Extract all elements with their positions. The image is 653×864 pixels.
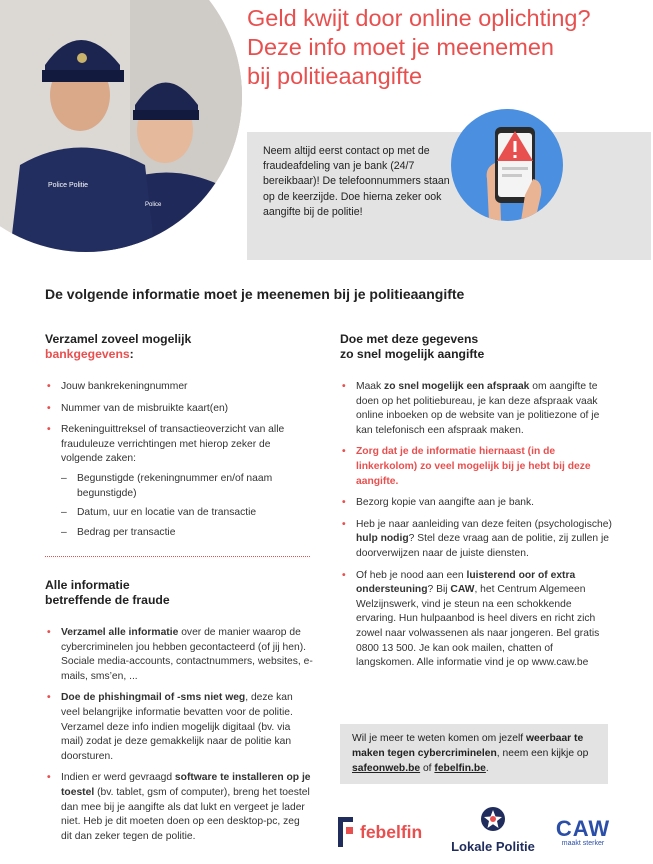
list-item: • Nummer van de misbruikte kaart(en) — [45, 402, 313, 417]
bank-contact-note-text: Neem altijd eerst contact op met de fraudeafdeling van je bank (24/7 bereikbaar)! De telefoonnummers staan op de keerzijde. Doe hierna zeker ook aangifte bij de politie! — [263, 145, 450, 218]
list-item — [340, 569, 612, 671]
list-item-text: , het Centrum Algemeen Welzijnswerk, vind je steun na een schokkende ervaring. Hun hulpaanbod is heel divers en richt zich zowel naar volwassenen als naar jongeren. Bel gratis 0800 13 500. Je kan ook mailen, chatten of langskomen. Alle informatie vind je op www.caw.be — [356, 584, 600, 669]
list-item-text: Indien er werd gevraagd — [61, 772, 175, 784]
report-heading-line-1: Doe met deze gegevens — [340, 332, 479, 346]
sub-list-item: – Datum, uur en locatie van de transactie — [61, 506, 313, 521]
list-item — [340, 518, 612, 562]
list-item-bold: zo snel mogelijk een afspraak — [384, 381, 530, 392]
caw-tagline: maakt sterker — [561, 840, 605, 847]
list-item-bold: software te installeren op je toestel — [61, 772, 311, 798]
safeonweb-link[interactable]: safeonweb.be — [352, 762, 421, 774]
febelfin-name: febelfin — [360, 821, 423, 842]
bank-data-heading-colon: : — [129, 347, 134, 361]
caw-name: CAW — [555, 816, 611, 841]
fraud-info-heading-line-2: betreffende de fraude — [45, 593, 170, 607]
fraud-info-heading-line-1: Alle informatie — [45, 578, 130, 592]
phone-alert-illustration — [451, 109, 563, 221]
list-item-bold: hulp nodig — [356, 533, 409, 545]
list-item-bold: CAW — [450, 584, 475, 596]
report-heading — [340, 332, 612, 362]
headline-line-2: Deze info moet je meenemen — [247, 34, 554, 60]
list-item: • Bezorg kopie van aangifte aan je bank. — [340, 496, 612, 511]
list-item-bold: luisterend oor of extra ondersteuning — [356, 569, 576, 596]
bank-contact-note — [247, 132, 651, 260]
right-column — [340, 332, 612, 678]
bank-data-list — [45, 380, 313, 540]
phone-alert-icon — [451, 109, 563, 221]
sub-list-item: – Bedrag per transactie — [61, 526, 313, 541]
bank-data-heading-line-1: Verzamel zoveel mogelijk — [45, 332, 192, 346]
fraud-info-list — [45, 626, 313, 844]
febelfin-mark-icon — [338, 817, 354, 847]
list-item-text: om aangifte te doen op het politiebureau, je kan deze afspraak vaak online inboeken op de website van je politiezone of je kan telefonisch een afspraak maken. — [356, 381, 600, 436]
info-text: Wil je meer te weten komen om jezelf — [352, 733, 526, 744]
info-bold: weerbaar te maken tegen cybercriminelen — [352, 733, 584, 759]
febelfin-link[interactable]: febelfin.be — [434, 762, 486, 774]
list-item-text: ? Bij — [427, 584, 451, 596]
list-item-text: Maak — [356, 381, 385, 392]
list-item-text: Rekeninguittreksel of transactieoverzicht van alle frauduleuze verrichtingen met hierop zeker de volgende zaken: — [61, 424, 285, 465]
caw-logo — [548, 818, 618, 847]
info-text: of — [420, 762, 435, 774]
left-column — [45, 332, 313, 547]
list-item-text: over de manier waarop de cybercriminelen jou hebben gecontacteerd (of jij hen). Sociale media-accounts, contactnummers, websites, e-mails, sms’en, ... — [61, 627, 313, 682]
list-item: • Jouw bankrekeningnummer — [45, 380, 313, 395]
list-item — [45, 771, 313, 844]
bank-data-heading — [45, 332, 313, 362]
list-item — [45, 626, 313, 684]
list-item-bold: Doe de phishingmail of -sms niet weg — [61, 692, 246, 704]
fraud-info-heading — [45, 578, 313, 608]
section-title: De volgende informatie moet je meenemen bij je politieaangifte — [45, 286, 465, 302]
report-heading-line-2: zo snel mogelijk aangifte — [340, 347, 485, 361]
lokale-politie-name: Lokale Politie — [451, 839, 535, 854]
list-item-bold-red: Zorg dat je de informatie hiernaast (in de linkerkolom) zo veel mogelijk bij je hebt bij deze aangifte. — [356, 446, 591, 487]
headline — [247, 4, 647, 91]
list-item-text: Heb je naar aanleiding van deze feiten (psychologische) — [356, 518, 612, 530]
list-item — [45, 423, 313, 540]
bank-data-heading-line-2: bankgegevens — [45, 347, 130, 361]
list-item — [340, 380, 612, 438]
dotted-divider — [45, 556, 310, 557]
list-item-text: (bv. tablet, gsm of computer), breng het toestel dan mee bij je aangifte als dat lukt en vergeet je lader niet. Heb je dit moeten doen op een desktop-pc, zeg dit dan zeker tegen de politie. — [61, 786, 310, 842]
febelfin-logo — [338, 814, 422, 850]
list-item-text: , deze kan veel belangrijke informatie bevatten voor de politie. Verzamel deze info indien mogelijk digitaal (bv. via mail) zodat je deze gemakkelijk naar de politie kan doorsturen. — [61, 692, 293, 762]
report-steps-list — [340, 380, 612, 671]
headline-line-1: Geld kwijt door online oplichting? — [247, 5, 591, 31]
info-text: , neem een kijkje op — [496, 747, 589, 759]
left-column-fraud — [45, 578, 313, 851]
list-item — [45, 691, 313, 764]
list-item — [340, 445, 612, 489]
list-item-text: ? Stel deze vraag aan de politie, zij zullen je doorverwijzen naar de juiste diensten. — [356, 533, 609, 559]
lokale-politie-logo — [448, 806, 538, 854]
police-star-icon — [478, 806, 508, 832]
list-item-bold: Verzamel alle informatie — [61, 627, 179, 638]
info-text: . — [485, 762, 489, 774]
transaction-details-list — [61, 472, 313, 540]
uniform-badge-text: Police Politie — [48, 182, 89, 189]
sub-list-item: – Begunstigde (rekeningnummer en/of naam begunstigde) — [61, 472, 313, 501]
uniform-badge-text-2: Police — [145, 202, 162, 208]
police-officers-photo — [0, 0, 242, 252]
list-item-text: Of heb je nood aan een — [356, 569, 467, 581]
more-info-box — [340, 724, 608, 784]
headline-line-3: bij politieaangifte — [247, 63, 423, 89]
